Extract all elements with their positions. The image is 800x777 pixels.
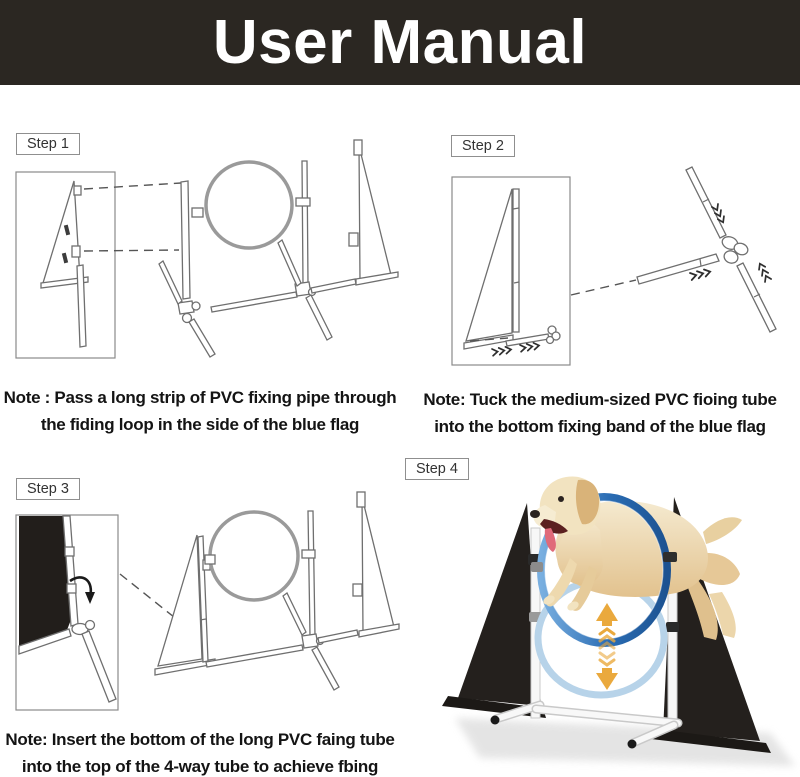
note-line: into the bottom fixing band of the blue flag [434, 417, 766, 436]
dashed-guide-line [84, 183, 181, 189]
note-line: Note: Tuck the medium-sized PVC fioing tube [423, 390, 777, 409]
dashed-guide-line [84, 250, 179, 251]
upper-tube [686, 167, 726, 238]
lower-tube [737, 262, 776, 332]
insert-chevron-marks [492, 346, 512, 356]
header-banner [0, 0, 800, 85]
blue-flag-with-pole-inset [464, 189, 560, 356]
step1-note [0, 384, 400, 438]
page-title: User Manual [212, 7, 588, 77]
jump-ring-outline [192, 162, 292, 248]
medium-pvc-tube [637, 254, 719, 284]
step2-label: Step 2 [462, 138, 504, 154]
step2-note [400, 386, 800, 440]
note-line: Note: Insert the bottom of the long PVC faing tube [5, 730, 395, 749]
left-black-wing [442, 503, 546, 718]
right-flag-outline [349, 140, 398, 285]
adjust-up-arrow-icon [596, 603, 618, 648]
step4-photo [400, 445, 800, 777]
note-line: into the top of the 4-way tube to achieve fbing [21, 757, 379, 776]
step1-label: Step 1 [27, 136, 69, 152]
note-line: Note : Pass a long strip of PVC fixing pipe through [3, 388, 397, 407]
support-pole-and-cross-base [206, 511, 358, 690]
right-flag-outline [353, 492, 399, 637]
step2-diagram [400, 125, 800, 380]
support-pole-and-cross-base [211, 161, 356, 340]
step3-diagram [0, 448, 400, 718]
step3-note [0, 726, 400, 777]
dog-eye [558, 496, 564, 502]
blue-flag-inset [41, 181, 88, 347]
insert-chevron-marks [690, 268, 711, 280]
black-flag-corner-inset [19, 516, 116, 702]
note-line: the fiding loop in the side of the blue flag [40, 415, 360, 434]
step3-label: Step 3 [27, 481, 69, 497]
step4-label: Step 4 [416, 461, 458, 477]
dog-nose [530, 510, 540, 518]
jump-ring-outline [205, 512, 298, 600]
dashed-guide-line [571, 280, 636, 295]
adjust-down-arrow-icon [596, 653, 618, 690]
insert-chevron-marks [757, 262, 771, 282]
step1-diagram [0, 125, 400, 380]
four-way-connector [720, 234, 749, 265]
